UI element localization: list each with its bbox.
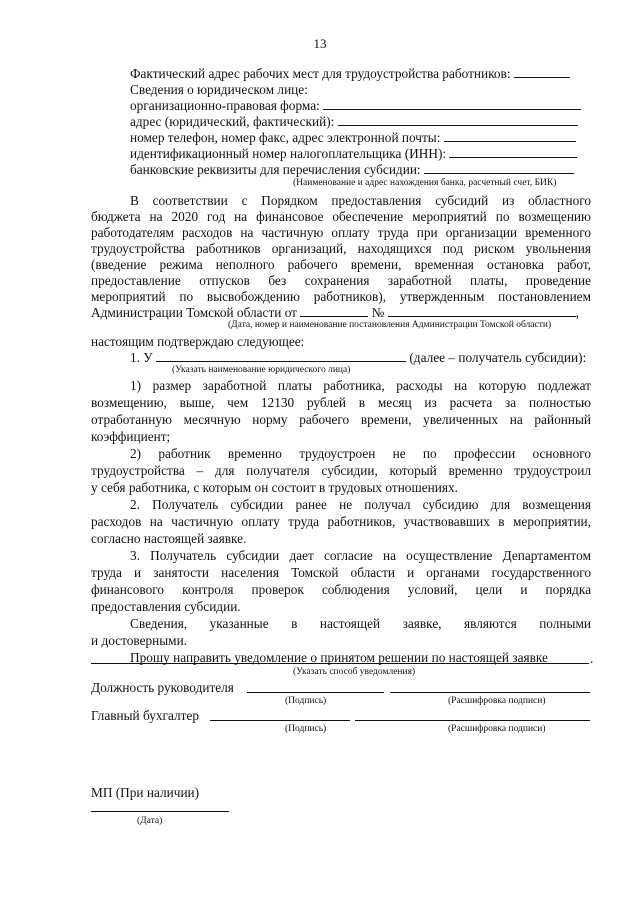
- item3-line: 3. Получатель субсидии дает согласие на осуществление Департаментом: [130, 548, 591, 563]
- date-blank-line[interactable]: [91, 811, 229, 812]
- intro-last-line: Администрации Томской области от № ,: [91, 305, 579, 320]
- intro-line: трудоустройства работников организаций, находящихся под риском увольнения: [91, 241, 591, 256]
- blank-line[interactable]: [514, 65, 570, 78]
- caption-date: (Дата): [137, 816, 163, 826]
- intro-line: предоставление отпусков без сохранения заработной платы, проведение: [91, 273, 591, 288]
- page-number: 13: [313, 36, 327, 51]
- caption-signature: (Подпись): [285, 696, 327, 706]
- blank-line[interactable]: [323, 97, 581, 110]
- sub1-line: 1) размер заработной платы работника, расходы на которую подлежат: [130, 378, 591, 393]
- sub1-line: коэффициент;: [91, 429, 171, 444]
- item3-line: предоставления субсидии.: [91, 599, 241, 614]
- blank-line[interactable]: [444, 129, 576, 142]
- confirm-text: настоящим подтверждаю следующее:: [91, 334, 305, 349]
- intro-line: работодателям расходов на частичную оплату труда при организации временного: [91, 225, 591, 240]
- sub2-line: трудоустройства – для получателя субсидии, который временно трудоустроил: [91, 463, 591, 478]
- caption-resolution: (Дата, номер и наименование постановления Администрации Томской области): [228, 320, 552, 330]
- number-blank[interactable]: [388, 304, 576, 317]
- info-line: и достоверными.: [91, 633, 188, 648]
- accountant-signature-blank[interactable]: [210, 720, 350, 721]
- field-legal-entity-header: Сведения о юридическом лице:: [130, 82, 308, 97]
- intro-line: (введение режима неполного рабочего времени, временная остановка работ,: [91, 257, 591, 272]
- request-text: Прошу направить уведомление о принятом решении по настоящей заявке: [130, 650, 548, 665]
- field-inn: идентификационный номер налогоплательщика (ИНН):: [130, 145, 577, 162]
- item2-line: 2. Получатель субсидии ранее не получал субсидию для возмещения: [130, 497, 591, 512]
- blank-line[interactable]: [424, 161, 574, 174]
- request-period: .: [590, 651, 594, 666]
- caption-notification: (Указать способ уведомления): [293, 667, 416, 677]
- intro-line: В соответствии с Порядком предоставления субсидий из областного: [130, 193, 591, 208]
- blank-line[interactable]: [338, 113, 578, 126]
- chief-accountant-label: Главный бухгалтер: [91, 708, 200, 723]
- sub1-line: отработанную месячную норму рабочего времени, увеличенных на районный: [91, 412, 591, 427]
- caption-decoding: (Расшифровка подписи): [448, 724, 546, 734]
- sub1-line: возмещению, выше, чем 12130 рублей в месяц из расчета за полностью: [91, 395, 591, 410]
- stamp-label: МП (При наличии): [91, 785, 200, 800]
- field-legal-form: организационно-правовая форма:: [130, 97, 581, 114]
- sub2-line: 2) работник временно трудоустроен не по профессии основного: [130, 446, 591, 461]
- item2-line: согласно настоящей заявке.: [91, 531, 247, 546]
- caption-bank: (Наименование и адрес нахождения банка, расчетный счет, БИК): [293, 178, 557, 188]
- field-actual-address: Фактический адрес рабочих мест для трудоустройства работников:: [130, 65, 570, 82]
- caption-decoding: (Расшифровка подписи): [448, 696, 546, 706]
- accountant-decoding-blank[interactable]: [355, 720, 590, 721]
- legal-entity-blank[interactable]: [156, 349, 406, 362]
- item3-line: финансового контроля проверок соблюдения условий, цели и порядка: [91, 582, 591, 597]
- intro-line: бюджета на 2020 год на финансовое обеспечение мероприятий по возмещению: [91, 209, 591, 224]
- field-contacts: номер телефон, номер факс, адрес электронной почты:: [130, 129, 576, 146]
- item2-line: расходов на частичную оплату труда работников, участвовавших в мероприятии,: [91, 514, 591, 529]
- date-blank[interactable]: [300, 304, 368, 317]
- caption-signature: (Подпись): [285, 724, 327, 734]
- item3-line: труда и занятости населения Томской области и органами государственного: [91, 565, 591, 580]
- field-address: адрес (юридический, фактический):: [130, 113, 578, 130]
- blank-line[interactable]: [449, 145, 577, 158]
- notification-blank[interactable]: [91, 663, 589, 664]
- info-line: Сведения, указанные в настоящей заявке, являются полными: [130, 616, 591, 631]
- sub2-line: у себя работника, с которым он состоит в трудовых отношениях.: [91, 480, 458, 495]
- intro-line: мероприятий по высвобождению работников), утвержденным постановлением: [91, 289, 591, 304]
- caption-legal-entity: (Указать наименование юридического лица): [172, 365, 351, 375]
- head-position-label: Должность руководителя: [91, 680, 234, 695]
- head-signature-blank[interactable]: [247, 692, 384, 693]
- item1-line: 1. У (далее – получатель субсидии):: [130, 350, 587, 365]
- head-decoding-blank[interactable]: [390, 692, 590, 693]
- field-bank-details: банковские реквизиты для перечисления субсидии:: [130, 161, 574, 178]
